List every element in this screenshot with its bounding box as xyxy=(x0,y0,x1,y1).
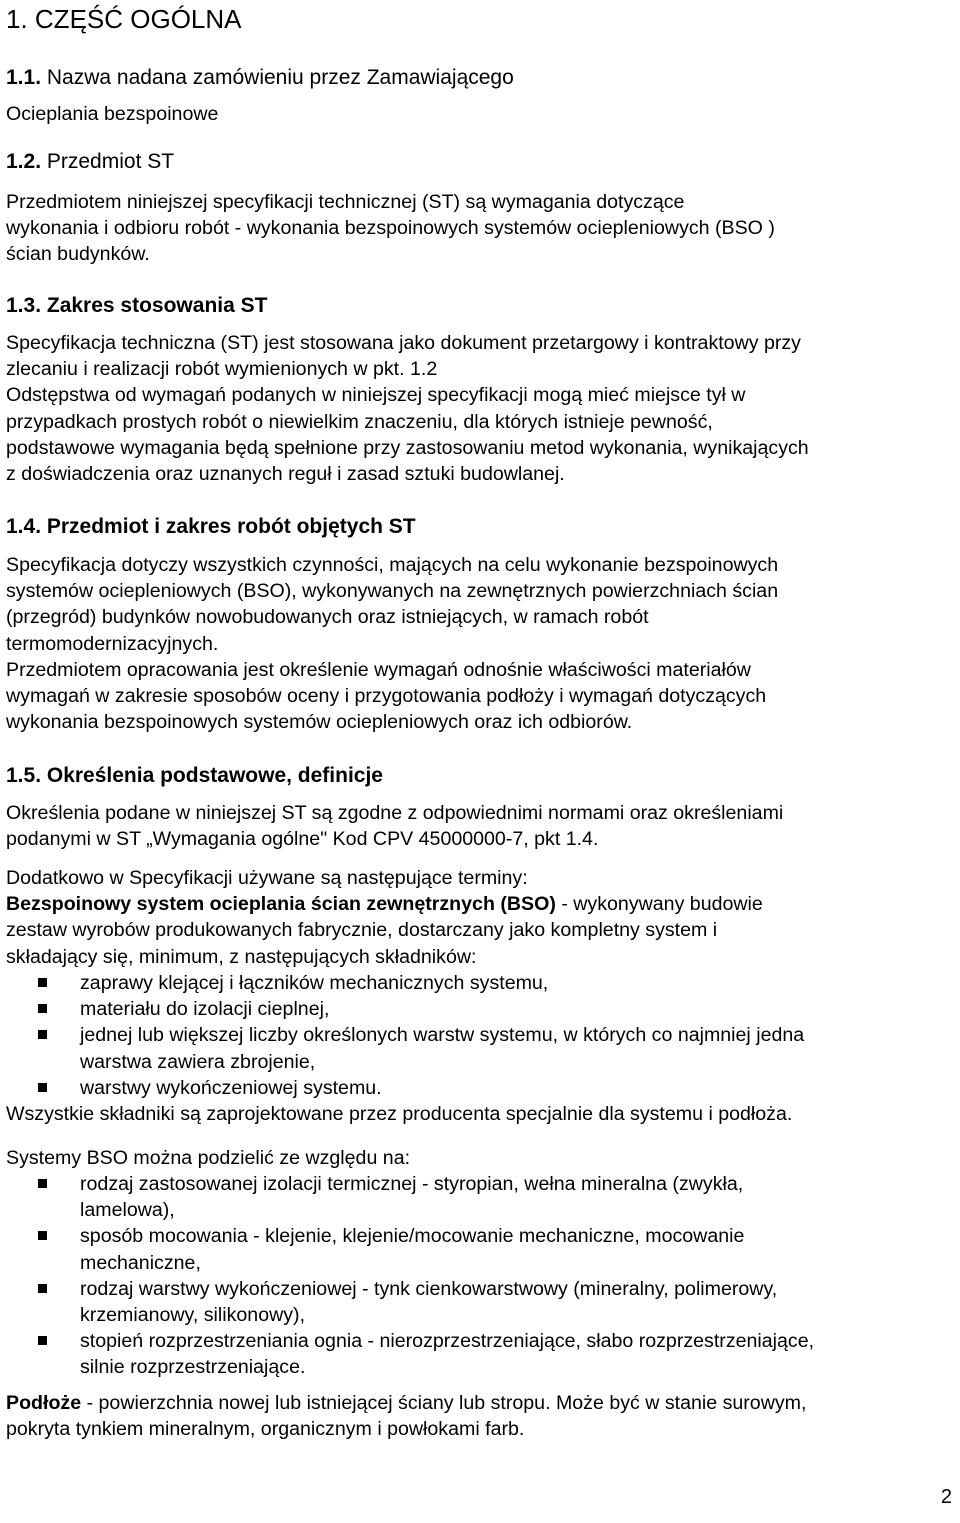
page-title: 1. CZĘŚĆ OGÓLNA xyxy=(6,4,242,34)
paragraph-line: pokryta tynkiem mineralnym, organicznym i powłokami farb. xyxy=(6,1418,525,1441)
page-number: 2 xyxy=(940,1486,952,1508)
list-item-text: silnie rozprzestrzeniające. xyxy=(80,1356,306,1379)
section-1-5-title: Określenia podstawowe, definicje xyxy=(46,764,383,787)
section-1-4-number: 1.4. xyxy=(6,515,42,538)
list-item xyxy=(6,1328,956,1380)
section-1-1-heading xyxy=(6,66,514,90)
list-item-text: materiału do izolacji cieplnej, xyxy=(80,998,330,1021)
bullet-square-icon xyxy=(38,1004,47,1013)
paragraph-line: wykonania i odbioru robót - wykonania bezspoinowych systemów ociepleniowych (BSO ) xyxy=(6,217,775,240)
podloze-term: Podłoże xyxy=(6,1392,82,1414)
section-1-1-body xyxy=(6,101,956,127)
bso-definition-line xyxy=(6,891,956,917)
section-1-2-title: Przedmiot ST xyxy=(46,150,175,173)
list-item-text: warstwa zawiera zbrojenie, xyxy=(80,1050,316,1073)
paragraph-line: składający się, minimum, z następujących składników: xyxy=(6,945,477,968)
section-1-4-title: Przedmiot i zakres robót objętych ST xyxy=(46,515,416,538)
section-1-3-title: Zakres stosowania ST xyxy=(46,294,268,317)
section-1-2-body xyxy=(6,189,956,268)
paragraph-line: (przegród) budynków nowobudowanych oraz istniejących, w ramach robót xyxy=(6,606,649,629)
paragraph-line: Systemy BSO można podzielić ze względu na: xyxy=(6,1147,411,1169)
components-summary xyxy=(6,1101,956,1127)
list-item-text: mechaniczne, xyxy=(80,1251,201,1274)
section-1-5-paragraph-1 xyxy=(6,800,956,852)
section-1-5-paragraph-2 xyxy=(6,865,956,970)
list-item-text: stopień rozprzestrzeniania ognia - nierozprzestrzeniające, słabo rozprzestrzeniające, xyxy=(80,1330,815,1353)
bullet-square-icon xyxy=(38,1083,47,1092)
paragraph-line: Specyfikacja dotyczy wszystkich czynności, mających na celu wykonanie bezspoinowych xyxy=(6,554,779,576)
list-item-text: rodzaj zastosowanej izolacji termicznej - styropian, wełna mineralna (zwykła, xyxy=(80,1173,744,1195)
section-1-4-heading xyxy=(6,515,416,539)
paragraph-line: wykonania bezspoinowych systemów ociepleniowych oraz ich odbiorów. xyxy=(6,711,633,734)
paragraph-line: Określenia podane w niniejszej ST są zgodne z odpowiednimi normami oraz określeniami xyxy=(6,802,784,824)
list-item-text: krzemianowy, silikonowy), xyxy=(80,1304,306,1327)
division-intro xyxy=(6,1145,956,1171)
section-1-5-heading xyxy=(6,764,383,788)
paragraph-line: wymagań w zakresie sposobów oceny i przygotowania podłoży i wymagań dotyczących xyxy=(6,685,767,708)
bullet-square-icon xyxy=(38,1231,47,1240)
list-item-text: rodzaj warstwy wykończeniowej - tynk cienkowarstwowy (mineralny, polimerowy, xyxy=(80,1277,778,1300)
list-item-text: lamelowa), xyxy=(80,1199,175,1222)
list-item xyxy=(6,1022,956,1074)
podloze-definition-text: - powierzchnia nowej lub istniejącej ściany lub stropu. Może być w stanie surowym, xyxy=(81,1392,807,1414)
list-item-text: sposób mocowania - klejenie, klejenie/mocowanie mechaniczne, mocowanie xyxy=(80,1225,745,1248)
bullet-square-icon xyxy=(38,1284,47,1293)
section-1-1-number: 1.1. xyxy=(6,66,42,89)
paragraph-line: zestaw wyrobów produkowanych fabrycznie, dostarczany jako kompletny system i xyxy=(6,919,718,942)
list-item xyxy=(6,1276,956,1328)
paragraph-line: Przedmiotem niniejszej specyfikacji technicznej (ST) są wymagania dotyczące xyxy=(6,191,685,213)
paragraph-line: Przedmiotem opracowania jest określenie wymagań odnośnie właściwości materiałów xyxy=(6,658,751,681)
section-1-2-number: 1.2. xyxy=(6,150,42,173)
bso-term: Bezspoinowy system ocieplania ścian zewnętrznych (BSO) xyxy=(6,893,556,916)
podloze-definition xyxy=(6,1390,956,1442)
paragraph-line: zlecaniu i realizacji robót wymienionych w pkt. 1.2 xyxy=(6,358,438,381)
section-1-4-body xyxy=(6,552,956,735)
section-1-1-title: Nazwa nadana zamówieniu przez Zamawiającego xyxy=(46,66,514,89)
list-item xyxy=(6,1075,956,1101)
section-1-5-number: 1.5. xyxy=(6,764,42,787)
paragraph-line: przypadkach prostych robót o niewielkim znaczeniu, dla których istnieje pewność, xyxy=(6,410,713,433)
bullet-square-icon xyxy=(38,1179,47,1188)
list-item-text: zaprawy klejącej i łączników mechanicznych systemu, xyxy=(80,972,549,994)
section-1-3-number: 1.3. xyxy=(6,294,42,317)
list-item-text: warstwy wykończeniowej systemu. xyxy=(80,1076,382,1099)
bso-definition-text: - wykonywany budowie xyxy=(555,893,763,916)
list-item xyxy=(6,996,956,1022)
bullet-square-icon xyxy=(38,1030,47,1039)
bullet-square-icon xyxy=(38,978,47,987)
list-item-text: jednej lub większej liczby określonych warstw systemu, w których co najmniej jedna xyxy=(80,1024,805,1047)
paragraph-line: termomodernizacyjnych. xyxy=(6,632,219,655)
section-1-3-body xyxy=(6,330,956,487)
paragraph-line: Odstępstwa od wymagań podanych w niniejszej specyfikacji mogą mieć miejsce tył w xyxy=(6,384,746,407)
bullet-square-icon xyxy=(38,1336,47,1345)
paragraph-line: Specyfikacja techniczna (ST) jest stosowana jako dokument przetargowy i kontraktowy przy xyxy=(6,332,801,354)
list-item xyxy=(6,970,956,996)
paragraph-line: z doświadczenia oraz uznanych reguł i zasad sztuki budowlanej. xyxy=(6,463,565,486)
paragraph-line: podstawowe wymagania będą spełnione przy zastosowaniu metod wykonania, wynikających xyxy=(6,436,809,459)
section-1-3-heading xyxy=(6,294,267,318)
list-item xyxy=(6,1171,956,1223)
list-item xyxy=(6,1223,956,1275)
divisions-list xyxy=(6,1171,956,1381)
section-1-1-text: Ocieplania bezspoinowe xyxy=(6,103,219,125)
paragraph-line: Dodatkowo w Specyfikacji używane są następujące terminy: xyxy=(6,867,528,889)
paragraph-line: ścian budynków. xyxy=(6,243,150,266)
section-1-2-heading xyxy=(6,150,174,174)
paragraph-line xyxy=(6,1390,956,1416)
paragraph-line: podanymi w ST „Wymagania ogólne" Kod CPV 45000000-7, pkt 1.4. xyxy=(6,828,599,851)
paragraph-line: systemów ociepleniowych (BSO), wykonywanych na zewnętrznych powierzchniach ścian xyxy=(6,580,779,603)
paragraph-line: Wszystkie składniki są zaprojektowane przez producenta specjalnie dla systemu i podłoża. xyxy=(6,1103,793,1125)
components-list xyxy=(6,970,956,1101)
